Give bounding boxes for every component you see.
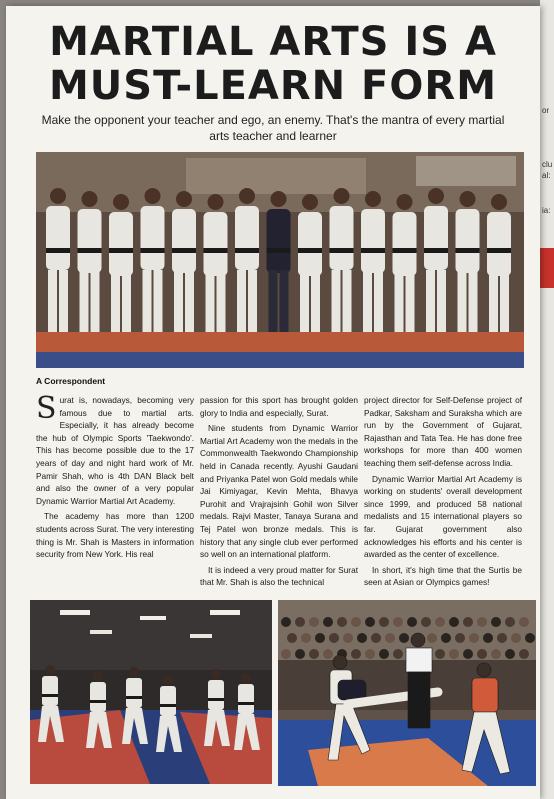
adjacent-text-fragment: clu bbox=[542, 160, 553, 169]
group-photo bbox=[36, 152, 524, 368]
drop-cap: S bbox=[36, 391, 57, 426]
paragraph: Nine students from Dynamic Warrior Martial Art Academy won the medals in the Commonwealth Taekwondo Championship held in Canada recently. Ayushi Gaudani and Priyanka Patel won Gold medals while Jai Kimiyagar, Kevin Mehta, Bhavya Purohit and Vrajrajsinh Gohil won Silver medals. Rajvi Master, Tanaya Surana and Tej Patel won bronze medals. This is history that any single club ever performed so well on an international platform. bbox=[200, 423, 358, 560]
paragraph bbox=[36, 391, 194, 507]
subheadline: Make the opponent your teacher and ego, an enemy. That's the mantra of every martial arts teacher and learner bbox=[41, 113, 505, 143]
adjacent-text-fragment: ia: bbox=[542, 206, 551, 215]
paragraph: passion for this sport has brought golden glory to India and especially, Surat. bbox=[200, 395, 358, 418]
paragraph: In short, it's high time that the Surtis be seen at Asian or Olympics games! bbox=[364, 564, 522, 588]
adjacent-red-block bbox=[540, 248, 554, 288]
article-column-1 bbox=[36, 391, 194, 564]
headline-line-2: MUST-LEARN FORM bbox=[48, 63, 497, 109]
paragraph-text: urat is, nowadays, becoming very famous due to martial arts. Especially, it has already become the hub of Olympic Sports 'Taekwondo'. This has become possible due to the 17 years of day and night hard work of Mr. Pamir Shah, who is 4th DAN Black belt and also the owner of a very popular Dynamic Warrior Martial Art Academy. bbox=[36, 395, 194, 506]
headline-line-1: MARTIAL ARTS IS A bbox=[49, 19, 497, 65]
training-hall-photo bbox=[30, 600, 272, 784]
color-registration-marks bbox=[76, 791, 456, 797]
paragraph: The academy has more than 1200 students across Surat. The very interesting thing is Mr. Shah is Masters in information security from New York. His real bbox=[36, 511, 194, 560]
article-column-2 bbox=[200, 394, 358, 592]
article-column-3 bbox=[364, 394, 522, 592]
paragraph: Dynamic Warrior Martial Art Academy is working on students' overall development since 1999, and produced 58 national medalists and 15 international players so far. Gujarat government also acknowledges his efforts and his center is awarded as the center of excellence. bbox=[364, 473, 522, 560]
adjacent-text-fragment: or bbox=[542, 106, 550, 115]
paragraph: It is indeed a very proud matter for Surat that Mr. Shah is also the technical bbox=[200, 564, 358, 588]
paragraph: project director for Self-Defense project of Padkar, Saksham and Suraksha which are run by the Government of Gujarat, Rajasthan and Tata Tea. He has done free workshops for more than 400 women teaching them self-defense across India. bbox=[364, 395, 522, 468]
byline: A Correspondent bbox=[36, 376, 106, 386]
headline bbox=[26, 20, 520, 108]
newspaper-page bbox=[6, 6, 540, 799]
sparring-match-photo bbox=[278, 600, 536, 786]
adjacent-text-fragment: al: bbox=[542, 171, 551, 180]
adjacent-page-edge bbox=[540, 0, 554, 799]
